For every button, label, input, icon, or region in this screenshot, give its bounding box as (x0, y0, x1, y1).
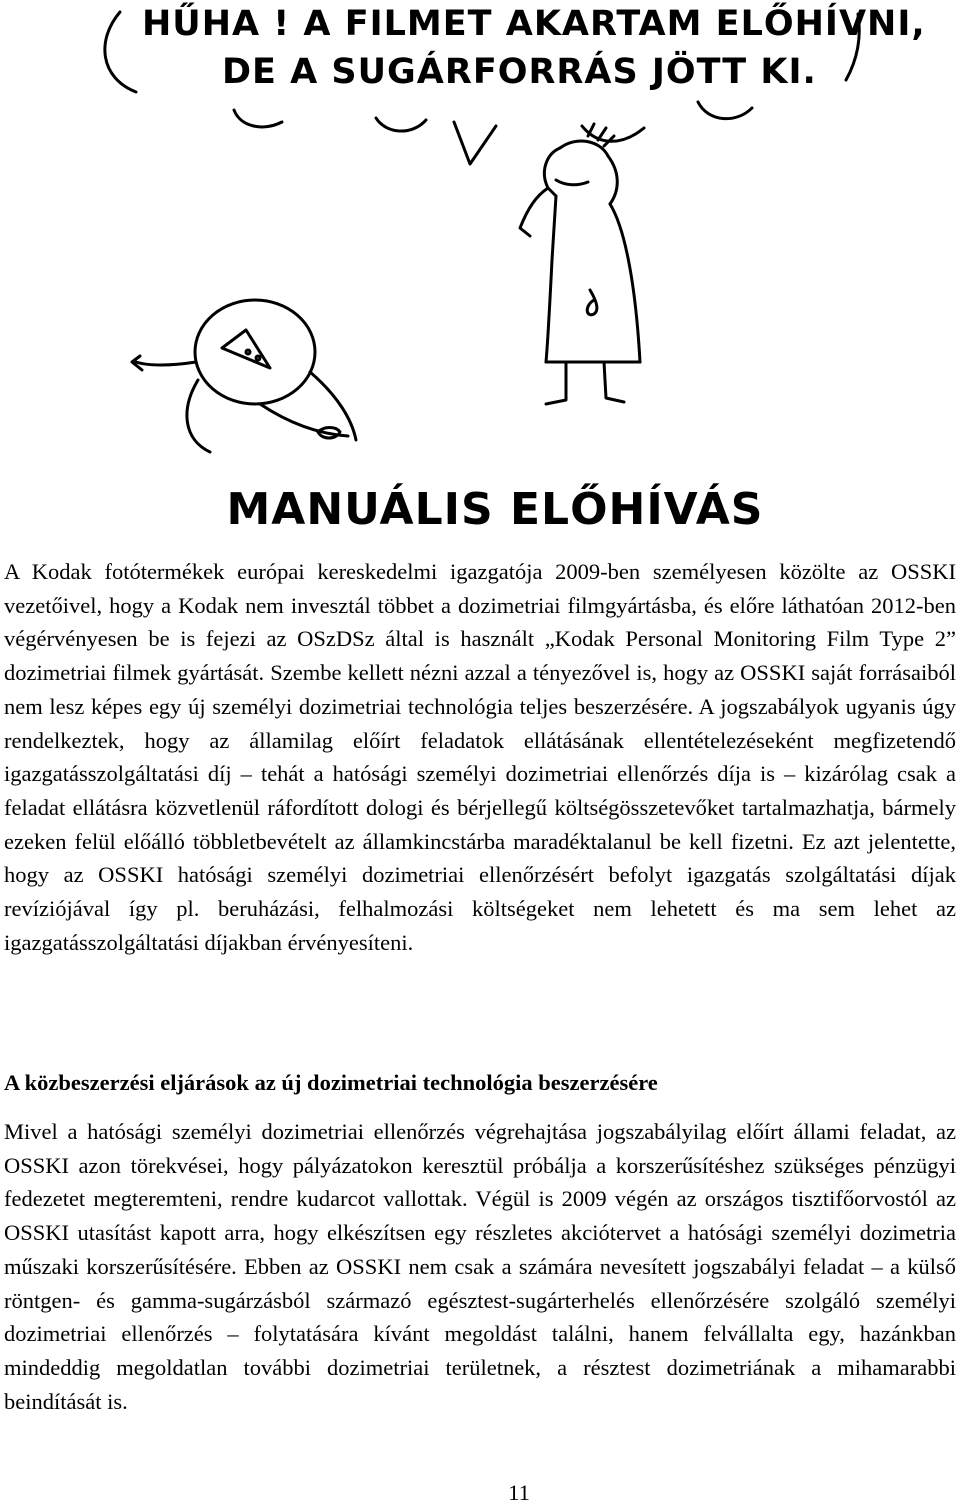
body-paragraph-1 (4, 555, 956, 959)
bubble-squiggle-5 (698, 102, 752, 119)
bubble-squiggle-3 (454, 122, 496, 164)
bubble-squiggle-2 (376, 118, 426, 131)
cartoon-illustration (0, 0, 960, 545)
cartoon-title: MANUÁLIS ELŐHÍVÁS (226, 484, 764, 535)
standing-figure (520, 124, 640, 404)
speech-bubble-line-1: HŰHA ! A FILMET AKARTAM ELŐHÍVNI, (142, 4, 926, 44)
paragraph-text: A Kodak fotótermékek európai kereskedelmi igazgatója 2009-ben személyesen közölte az OSSKI vezetőivel, hogy a Kodak nem invesztál többet a dozimetriai filmgyártásba, és előre láthatóan 2012-ben végérvényesen be is fejezi az OSzDSz által is használt „Kodak Personal Monitoring Film Type 2” dozimetriai filmek gyártását. Szembe kellett nézni azzal a tényezővel is, hogy az OSSKI saját forrásaiból nem lesz képes egy új személyi dozimetriai technológia teljes beszerzésére. A jogszabályok ugyanis úgy rendelkeztek, hogy az államilag előírt feladatok ellátásának ellentételezéseként megfizetendő igazgatásszolgáltatási díj – tehát a hatósági személyi dozimetriai ellenőrzés díja is – kizárólag csak a feladat ellátásra közvetlenül ráfordított dologi és bérjellegű költségösszetevőket tartalmazhatja, bármely ezeken felül előálló többletbevételt az államkincstárba maradéktalanul be kell fizetni. Ez azt jelentette, hogy az OSSKI hatósági személyi dozimetriai ellenőrzésért befolyt igazgatás szolgáltatási díjak revíziójával így pl. beruházási, felhalmozási költségeket nem lehetett és ma sem lehet az igazgatásszolgáltatási díjakban érvényesíteni. (4, 559, 956, 955)
paragraph-text: Mivel a hatósági személyi dozimetriai ellenőrzés végrehajtása jogszabályilag előírt állami feladat, az OSSKI azon törekvései, hogy pályázatokon keresztül próbálja a korszerűsítéshez szükséges pénzügyi fedezetet megteremteni, rendre kudarcot vallottak. Végül is 2009 végén az országos tisztifőorvostól az OSSKI utasítást kapott arra, hogy elkészítsen egy részletes akciótervet a hatósági személyi dozimetria műszaki korszerűsítésére. Ebben az OSSKI nem csak a számára nevesített jogszabályi feladat – a külső röntgen- és gamma-sugárzásból származó egésztest-sugárterhelés ellenőrzésére szolgáló személyi dozimetriai ellenőrzés – folytatására kívánt megoldást találni, hanem felvállalta egy, hazánkban mindeddig megoldatlan további dozimetriai területnek, a résztest dozimetriának a mihamarabbi beindítását is. (4, 1119, 956, 1414)
bubble-squiggle-1 (234, 110, 282, 127)
section-heading: A közbeszerzési eljárások az új dozimetriai technológia beszerzésére (4, 1070, 658, 1095)
body-paragraph-2 (4, 1115, 956, 1418)
speech-bubble-line-2: DE A SUGÁRFORRÁS JÖTT KI. (222, 52, 817, 92)
page-number: 11 (508, 1480, 530, 1505)
fallen-figure (132, 300, 356, 452)
